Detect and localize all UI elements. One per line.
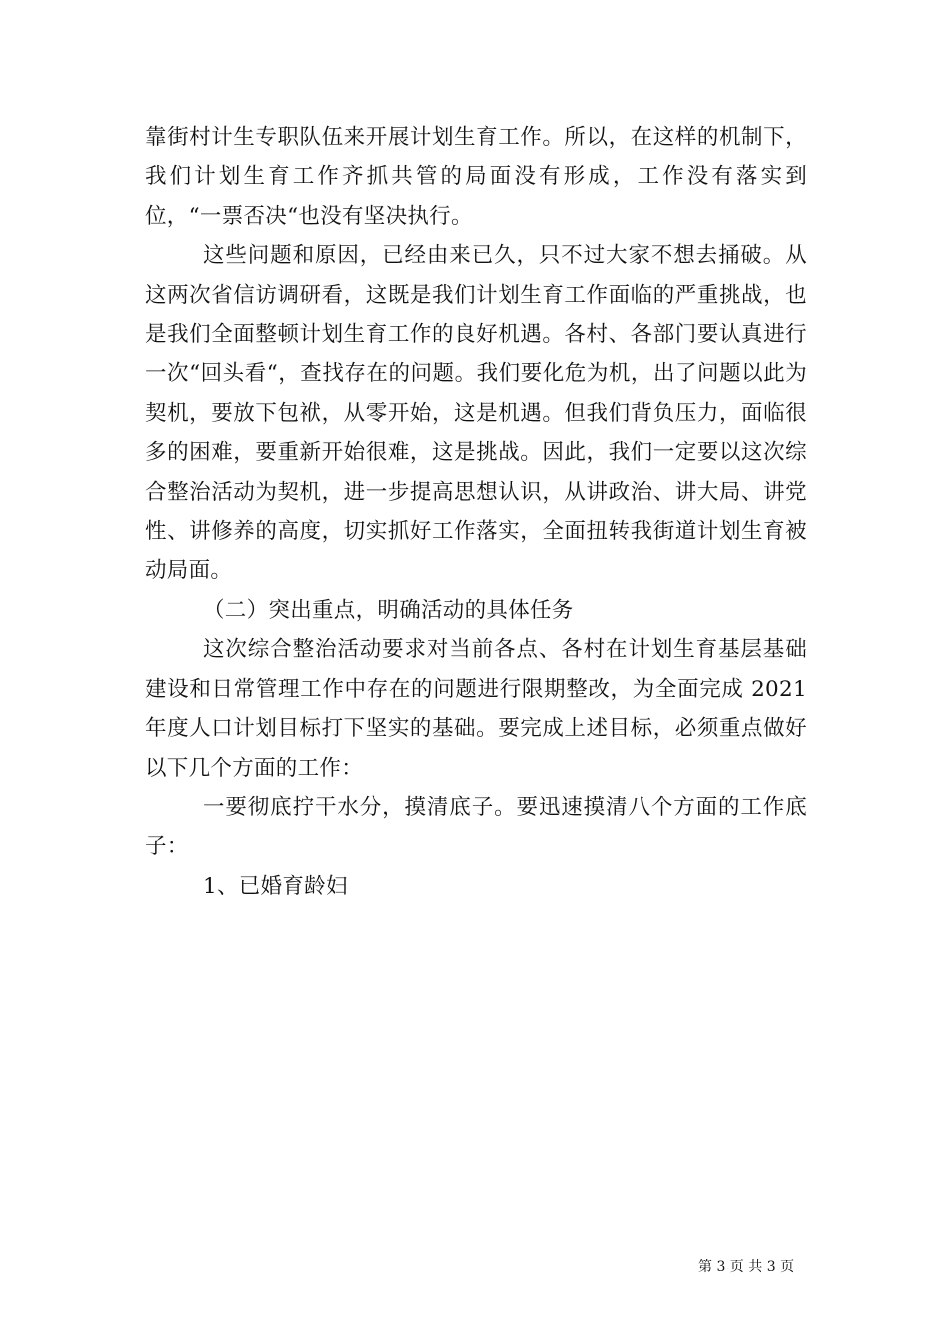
section-heading-2: （二）突出重点，明确活动的具体任务 [203, 597, 574, 623]
document-body [145, 118, 807, 906]
paragraph-first-task: 一要彻底拧干水分，摸清底子。要迅速摸清八个方面的工作底子： [145, 794, 807, 860]
paragraph-problems-causes: 这些问题和原因，已经由来已久，只不过大家不想去捅破。从这两次省信访调研看，这既是我们计划生育工作面临的严重挑战，也是我们全面整顿计划生育工作的良好机遇。各村、各部门要认真进行一次“回头看“，查找存在的问题。我们要化危为机，出了问题以此为契机，要放下包袱，从零开始，这是机遇。但我们背负压力，面临很多的困难，要重新开始很难，这是挑战。因此，我们一定要以这次综合整治活动为契机，进一步提高思想认识，从讲政治、讲大局、讲党性、讲修养的高度，切实抓好工作落实，全面扭转我街道计划生育被动局面。 [145, 243, 807, 584]
paragraph-continuation: 靠街村计生专职队伍来开展计划生育工作。所以，在这样的机制下，我们计划生育工作齐抓共管的局面没有形成，工作没有落实到位，“一票否决“也没有坚决执行。 [145, 125, 807, 229]
paragraph-activity-requirements: 这次综合整治活动要求对当前各点、各村在计划生育基层基础建设和日常管理工作中存在的问题进行限期整改，为全面完成 2021 年度人口计划目标打下坚实的基础。要完成上述目标，必须重点做好以下几个方面的工作： [145, 637, 807, 781]
list-item-1: 1、已婚育龄妇 [203, 873, 348, 899]
page-number-footer: 第 3 页 共 3 页 [698, 1259, 795, 1275]
